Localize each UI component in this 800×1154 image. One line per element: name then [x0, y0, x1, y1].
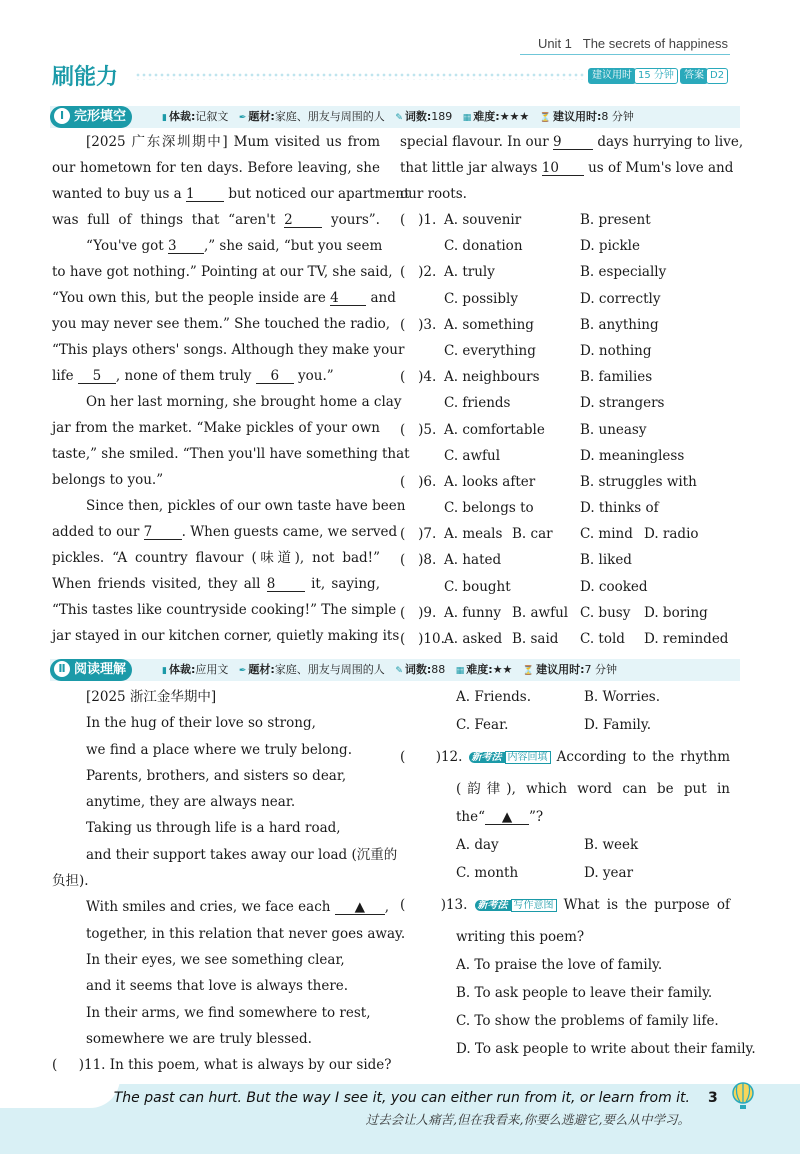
- q11-option-a[interactable]: A. Friends.: [456, 689, 532, 705]
- passage-line: to have got nothing.” Pointing at our TV, she said,: [52, 264, 393, 280]
- topic-icon: ✒: [238, 113, 247, 123]
- option-b[interactable]: B. said: [512, 631, 559, 647]
- blank-4[interactable]: 4: [330, 291, 366, 306]
- option-c[interactable]: C. told: [580, 631, 625, 647]
- section2-meta: ▮ 体裁:应用文 ✒ 题材:家庭、朋友与周围的人 ✎ 词数:88 ▦ 难度:★★ ⏳ 建议用时:7 分钟: [162, 663, 618, 676]
- option-c[interactable]: C. everything: [444, 342, 536, 359]
- passage-line: jar from the market. “Make pickles of your own: [52, 420, 380, 436]
- section1-bar: [50, 106, 740, 128]
- section1-meta: ▮ 体裁:记叙文 ✒ 题材:家庭、朋友与周围的人 ✎ 词数:189 ▦ 难度:★★★ ⏳ 建议用时:8 分钟: [162, 110, 634, 123]
- option-b[interactable]: B. uneasy: [580, 421, 647, 438]
- q11-option-d[interactable]: D. Family.: [584, 717, 651, 733]
- page-number: 3: [708, 1090, 718, 1106]
- passage-line: wanted to buy us a 1 but noticed our apartment: [52, 186, 410, 202]
- poem-line: and it seems that love is always there.: [86, 978, 349, 995]
- option-a[interactable]: A. hated: [444, 552, 502, 569]
- poem-line: With smiles and cries, we face each ▲ ,: [86, 899, 390, 916]
- question-row: ( )1. A. souvenir B. present: [400, 212, 651, 228]
- answer-label: 答案: [680, 68, 708, 84]
- option-b[interactable]: B. families: [580, 369, 653, 386]
- q12-triangle-blank: ▲: [485, 810, 529, 825]
- brand-title: 刷能力: [52, 65, 119, 90]
- new-method-tag: 新考法 写作意图: [475, 899, 557, 913]
- passage-line: you may never see them.” She touched the radio,: [52, 316, 391, 332]
- passage-line: “You own this, but the people inside are 4 and: [52, 290, 396, 306]
- q12-stem-line: the“ ▲ ”?: [456, 809, 544, 825]
- question-row: ( )2. A. truly B. especially: [400, 264, 667, 281]
- timer-icon: ⏳: [539, 113, 551, 123]
- words-icon: ✎: [395, 666, 403, 676]
- option-a[interactable]: A. meals: [444, 526, 503, 543]
- q11-option-c[interactable]: C. Fear.: [456, 717, 509, 733]
- words-icon: ✎: [395, 113, 403, 123]
- question-row: [400, 237, 730, 263]
- q12-options-ab: [400, 836, 730, 864]
- option-b[interactable]: B. car: [512, 526, 553, 543]
- blank-10[interactable]: 10: [542, 161, 584, 176]
- question-row: ( )9. A. funny B. awful C. busy D. boring: [400, 604, 708, 621]
- q13-option-d[interactable]: D. To ask people to write about their family.: [456, 1041, 756, 1057]
- option-d[interactable]: D. reminded: [644, 631, 729, 647]
- question-row: [400, 447, 730, 473]
- option-d[interactable]: D. pickle: [580, 238, 640, 255]
- question-12: ( )12. 新考法 内容回填 According to the rhythm: [400, 749, 731, 765]
- question-row: [400, 578, 730, 604]
- dotted-decoration: [135, 72, 585, 80]
- difficulty-icon: ▦: [455, 666, 465, 676]
- option-a[interactable]: A. funny: [444, 604, 502, 621]
- option-c[interactable]: C. busy: [580, 604, 631, 621]
- footer-quote-chinese: 过去会让人痛苦,但在我看来,你要么逃避它,要么从中学习。: [365, 1112, 690, 1127]
- poem-line: somewhere we are truly blessed.: [86, 1030, 312, 1047]
- passage-line: [2025 广东深圳期中] Mum visited us from: [86, 134, 380, 150]
- question-row: ( )8. A. hated B. liked: [400, 552, 632, 569]
- poem-line: 负担).: [52, 873, 89, 890]
- option-a[interactable]: A. comfortable: [444, 421, 545, 438]
- answer-page: D2: [706, 68, 728, 84]
- poem-line: together, in this relation that never goes away.: [86, 925, 406, 942]
- hot-air-balloon-icon: [730, 1082, 756, 1114]
- q11-options-ab: [400, 688, 730, 716]
- passage-line: taste,” she smiled. “Then you'll have something that: [52, 446, 410, 462]
- option-b[interactable]: B. struggles with: [580, 473, 697, 490]
- passage-line: “This plays others' songs. Although they make your: [52, 342, 405, 358]
- q12-stem-line: (韵律), which word can be put in: [456, 781, 730, 797]
- option-b[interactable]: B. awful: [512, 604, 569, 621]
- option-d[interactable]: D. nothing: [580, 342, 652, 359]
- topic-icon: ✒: [238, 666, 247, 676]
- blank-5[interactable]: 5: [78, 369, 116, 384]
- option-d[interactable]: D. cooked: [580, 578, 648, 595]
- passage-line: “This tastes like countryside cooking!” The simple: [52, 602, 397, 618]
- passage-line: added to our 7 . When guests came, we served: [52, 524, 398, 540]
- reading-questions: [400, 688, 756, 1068]
- option-a[interactable]: A. neighbours: [444, 369, 540, 386]
- blank-1[interactable]: 1: [186, 187, 224, 202]
- option-d[interactable]: D. strangers: [580, 395, 665, 412]
- poem-line: anytime, they are always near.: [86, 794, 296, 811]
- q13-stem-line: writing this poem?: [456, 929, 585, 945]
- unit-heading: Unit 1 The secrets of happiness: [537, 36, 728, 51]
- question-row: [400, 290, 730, 316]
- time-value: 15 分钟: [634, 68, 678, 84]
- section1-badge: Ⅰ 完形填空: [50, 106, 132, 128]
- question-row: ( )6. A. looks after B. struggles with: [400, 473, 697, 490]
- question-row: ( )7. A. meals B. car C. mind D. radio: [400, 526, 699, 543]
- blank-7[interactable]: 7: [144, 525, 182, 540]
- question-row: [400, 499, 730, 525]
- blank-6[interactable]: 6: [256, 369, 294, 384]
- question-row: ( )4. A. neighbours B. families: [400, 369, 653, 386]
- section2-badge: Ⅱ 阅读理解: [50, 659, 132, 681]
- footer-quote-english: The past can hurt. But the way I see it, you can either run from it, or learn from it.: [113, 1090, 690, 1106]
- option-a[interactable]: A. looks after: [444, 473, 536, 490]
- question-row: [400, 394, 730, 420]
- q12-option-d[interactable]: D. year: [584, 865, 634, 881]
- option-c[interactable]: C. mind: [580, 526, 633, 543]
- passage-line: our hometown for ten days. Before leaving, she: [52, 160, 380, 176]
- q13-option-a[interactable]: A. To praise the love of family.: [456, 957, 663, 973]
- blank-8[interactable]: 8: [267, 577, 305, 592]
- option-d[interactable]: D. boring: [644, 604, 708, 621]
- q12-option-a[interactable]: A. day: [456, 837, 499, 853]
- new-method-tag: 新考法 内容回填: [469, 751, 551, 765]
- q12-options-cd: [400, 864, 730, 896]
- option-c[interactable]: C. bought: [444, 578, 511, 595]
- passage-line: that little jar always 10 us of Mum's love and: [400, 160, 734, 176]
- blank-9[interactable]: 9: [553, 135, 593, 150]
- passage-line: jar stayed in our kitchen corner, quietly making its: [52, 628, 400, 644]
- passage-line: Since then, pickles of our own taste have been: [86, 498, 406, 514]
- section2-bar: [50, 659, 740, 681]
- poem-line: Taking us through life is a hard road,: [86, 820, 341, 837]
- option-a[interactable]: A. truly: [444, 264, 495, 281]
- option-c[interactable]: C. belongs to: [444, 500, 534, 517]
- q13-option-c[interactable]: C. To show the problems of family life.: [456, 1013, 719, 1029]
- question-row: ( )3. A. something B. anything: [400, 316, 659, 333]
- passage-line: belongs to you.”: [52, 472, 164, 488]
- option-d[interactable]: D. correctly: [580, 290, 661, 307]
- passage-line: was full of things that “aren't 2 yours”.: [52, 212, 380, 228]
- option-d[interactable]: D. radio: [644, 526, 699, 543]
- passage-line: On her last morning, she brought home a clay: [86, 394, 402, 410]
- option-c[interactable]: C. possibly: [444, 290, 518, 307]
- genre-icon: ▮: [162, 113, 167, 123]
- q11-options-cd: [400, 716, 730, 748]
- q12-option-b[interactable]: B. week: [584, 837, 639, 853]
- cloze-passage: [52, 133, 410, 653]
- passage-line: special flavour. In our 9 days hurrying to live,: [400, 134, 744, 150]
- difficulty-icon: ▦: [462, 113, 472, 123]
- option-a[interactable]: A. souvenir: [444, 212, 522, 228]
- header-rule: [520, 54, 730, 55]
- cloze-questions: [400, 211, 730, 656]
- q11-option-b[interactable]: B. Worries.: [584, 689, 661, 705]
- poem: [52, 688, 406, 1082]
- q12-option-c[interactable]: C. month: [456, 865, 519, 881]
- footer-curve: [0, 1078, 120, 1108]
- time-label: 建议用时: [588, 68, 636, 84]
- option-b[interactable]: B. anything: [580, 316, 659, 333]
- poem-line: In their arms, we find somewhere to rest,: [86, 1004, 371, 1021]
- option-a[interactable]: A. something: [444, 316, 534, 333]
- q13-option-b[interactable]: B. To ask people to leave their family.: [456, 985, 713, 1001]
- question-row: ( )10.A. asked B. said C. told D. reminded: [400, 631, 729, 647]
- passage-line: life 5 , none of them truly 6 you.”: [52, 368, 334, 384]
- cloze-passage-continued: [400, 133, 744, 211]
- blank-11-triangle[interactable]: ▲: [335, 900, 385, 915]
- passage-line: When friends visited, they all 8 it, saying,: [52, 576, 380, 592]
- option-d[interactable]: D. meaningless: [580, 447, 685, 464]
- passage-line: our roots.: [400, 186, 467, 202]
- poem-line: and their support takes away our load (沉重的: [86, 846, 398, 863]
- poem-line: Parents, brothers, and sisters so dear,: [86, 767, 347, 784]
- option-b[interactable]: B. present: [580, 212, 651, 228]
- question-13: ( )13. 新考法 写作意图 What is the purpose of: [400, 897, 730, 913]
- question-row: [400, 342, 730, 368]
- blank-3[interactable]: 3: [168, 239, 204, 254]
- option-d[interactable]: D. thinks of: [580, 500, 659, 517]
- question-row: ( )5. A. comfortable B. uneasy: [400, 421, 647, 438]
- option-c[interactable]: C. friends: [444, 395, 511, 412]
- blank-2[interactable]: 2: [284, 213, 322, 228]
- option-c[interactable]: C. donation: [444, 238, 523, 255]
- poem-line: In their eyes, we see something clear,: [86, 951, 345, 968]
- timer-icon: ⏳: [522, 666, 535, 676]
- option-c[interactable]: C. awful: [444, 447, 501, 464]
- option-a[interactable]: A. asked: [444, 631, 503, 647]
- option-b[interactable]: B. especially: [580, 264, 667, 281]
- poem-source: [2025 浙江金华期中]: [86, 689, 217, 705]
- passage-line: pickles. “A country flavour (味道), not bad!”: [52, 550, 380, 566]
- option-b[interactable]: B. liked: [580, 552, 632, 569]
- genre-icon: ▮: [162, 666, 167, 676]
- poem-line: we find a place where we truly belong.: [86, 741, 352, 758]
- poem-line: In the hug of their love so strong,: [86, 715, 316, 732]
- question-11: ( )11. In this poem, what is always by our side?: [52, 1057, 392, 1074]
- passage-line: “You've got 3 ,” she said, “but you seem: [86, 238, 383, 254]
